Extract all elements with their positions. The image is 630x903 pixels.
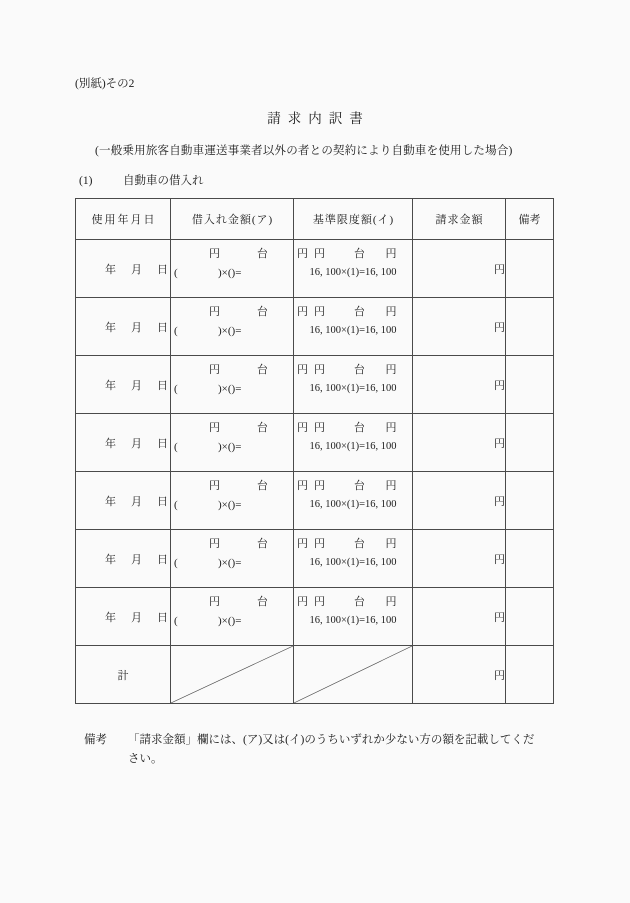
date-year-label: 年 (105, 263, 118, 276)
table-row[interactable] (76, 240, 554, 298)
standard-limit-units (294, 481, 412, 492)
borrowed-amount-units (171, 422, 308, 434)
date-day-label: 日 (157, 379, 170, 392)
table-row[interactable] (76, 414, 554, 472)
footnote (84, 731, 554, 769)
standard-limit-stack (294, 298, 412, 355)
unit-yen-second: 円 (385, 596, 397, 608)
cell-borrowed-amount[interactable] (171, 356, 308, 414)
cell-remarks[interactable] (506, 530, 554, 588)
formula-equals: )= (231, 557, 242, 569)
cell-usage-date[interactable] (76, 530, 171, 588)
unit-yen-second: 円 (385, 306, 397, 318)
unit-yen-second: 円 (385, 480, 397, 492)
formula-open-paren: ( (174, 499, 178, 511)
date-month-label: 月 (131, 611, 144, 624)
borrowed-amount-units (171, 538, 308, 550)
table-row[interactable] (76, 588, 554, 646)
unit-yen-first: 円 (209, 364, 220, 376)
standard-limit-units (294, 307, 412, 318)
unit-yen-first: 円 (314, 364, 325, 376)
cell-standard-limit (294, 298, 413, 356)
standard-limit-formula: 16, 100×(1)=16, 100 (309, 615, 397, 626)
unit-yen-first: 円 (209, 480, 220, 492)
date-day-label: 日 (157, 611, 170, 624)
total-label: 計 (76, 646, 171, 704)
borrowed-amount-formula (171, 616, 293, 627)
date-month-label: 月 (131, 379, 144, 392)
cell-remarks[interactable] (506, 356, 554, 414)
standard-limit-units (294, 249, 412, 260)
unit-yen-first: 円 (314, 538, 325, 550)
date-year-label: 年 (105, 379, 118, 392)
cell-borrowed-amount[interactable] (171, 472, 308, 530)
date-day-label: 日 (157, 495, 170, 508)
vehicle-rental-claim-table (75, 198, 554, 704)
table-total-row (76, 646, 554, 704)
standard-limit-stack (294, 240, 412, 297)
unit-yen-first: 円 (314, 306, 325, 318)
date-month-label: 月 (131, 495, 144, 508)
cell-remarks[interactable] (506, 472, 554, 530)
table-row[interactable] (76, 530, 554, 588)
cell-claim-amount[interactable]: 円 (413, 588, 506, 646)
borrowed-amount-formula (171, 500, 293, 511)
borrowed-amount-units (171, 248, 308, 260)
unit-vehicle-count: 台 (257, 538, 268, 550)
formula-equals: )= (231, 325, 242, 337)
borrowed-amount-units (171, 596, 308, 608)
unit-yen-second: 円 (297, 480, 308, 492)
unit-yen-second: 円 (385, 248, 397, 260)
borrowed-amount-formula (171, 384, 293, 395)
unit-vehicle-count: 台 (354, 596, 365, 608)
date-year-label: 年 (105, 437, 118, 450)
cell-borrowed-amount[interactable] (171, 588, 308, 646)
cell-borrowed-amount[interactable] (171, 240, 308, 298)
page-title: 請求内訳書 (267, 111, 370, 126)
table-body (76, 240, 554, 704)
cell-borrowed-amount[interactable] (171, 298, 308, 356)
date-month-label: 月 (131, 437, 144, 450)
formula-open-paren: ( (174, 383, 178, 395)
date-day-label: 日 (157, 321, 170, 334)
section-heading (79, 176, 204, 188)
borrowed-amount-stack (171, 298, 308, 355)
cell-claim-amount[interactable]: 円 (413, 240, 506, 298)
unit-vehicle-count: 台 (354, 306, 365, 318)
date-day-label: 日 (157, 553, 170, 566)
total-borrowed-amount-struck (171, 646, 294, 704)
standard-limit-stack (294, 414, 412, 471)
cell-remarks[interactable] (506, 414, 554, 472)
formula-equals: )= (231, 615, 242, 627)
unit-yen-first: 円 (209, 596, 220, 608)
standard-limit-units (294, 597, 412, 608)
borrowed-amount-stack (171, 356, 308, 413)
unit-yen-first: 円 (314, 248, 325, 260)
standard-limit-formula: 16, 100×(1)=16, 100 (309, 325, 397, 336)
formula-equals: )= (231, 441, 242, 453)
standard-limit-formula: 16, 100×(1)=16, 100 (309, 557, 397, 568)
unit-yen-first: 円 (209, 538, 220, 550)
unit-vehicle-count: 台 (257, 596, 268, 608)
cell-remarks[interactable] (506, 588, 554, 646)
date-month-label: 月 (131, 553, 144, 566)
borrowed-amount-formula (171, 268, 293, 279)
unit-yen-first: 円 (314, 480, 325, 492)
date-month-label: 月 (131, 263, 144, 276)
cell-borrowed-amount[interactable] (171, 414, 308, 472)
document-subtitle: (一般乗用旅客自動車運送事業者以外の者との契約により自動車を使用した場合) (95, 145, 513, 157)
standard-limit-formula: 16, 100×(1)=16, 100 (309, 499, 397, 510)
cell-remarks[interactable] (506, 298, 554, 356)
unit-yen-first: 円 (314, 596, 325, 608)
formula-multiply: )×( (218, 267, 232, 279)
formula-open-paren: ( (174, 325, 178, 337)
unit-yen-second: 円 (297, 422, 308, 434)
standard-limit-stack (294, 530, 412, 587)
total-claim-amount[interactable]: 円 (413, 646, 506, 704)
footnote-label: 備考 (84, 734, 107, 746)
table-row[interactable] (76, 356, 554, 414)
unit-yen-second: 円 (385, 422, 397, 434)
column-header-borrowed-amount: 借入れ金額(ア) (171, 199, 294, 240)
unit-vehicle-count: 台 (354, 538, 365, 550)
unit-vehicle-count: 台 (257, 248, 268, 260)
date-year-label: 年 (105, 611, 118, 624)
footnote-line-2: さい。 (128, 753, 163, 765)
formula-open-paren: ( (174, 441, 178, 453)
unit-yen-second: 円 (385, 364, 397, 376)
borrowed-amount-stack (171, 414, 308, 471)
standard-limit-stack (294, 588, 412, 645)
cell-claim-amount[interactable]: 円 (413, 414, 506, 472)
cell-usage-date[interactable] (76, 240, 171, 298)
formula-multiply: )×( (218, 499, 232, 511)
date-day-label: 日 (157, 437, 170, 450)
formula-multiply: )×( (218, 383, 232, 395)
unit-vehicle-count: 台 (257, 364, 268, 376)
column-header-claim-amount: 請求金額 (413, 199, 506, 240)
borrowed-amount-formula (171, 558, 293, 569)
footnote-line-1: 「請求金額」欄には、(ア)又は(イ)のうちいずれか少ない方の額を記載してくだ (128, 734, 535, 746)
borrowed-amount-stack (171, 472, 308, 529)
formula-open-paren: ( (174, 267, 178, 279)
standard-limit-units (294, 365, 412, 376)
table-header-row (76, 199, 554, 240)
unit-yen-second: 円 (297, 596, 308, 608)
date-year-label: 年 (105, 321, 118, 334)
unit-vehicle-count: 台 (257, 480, 268, 492)
total-standard-limit-struck (294, 646, 413, 704)
unit-yen-first: 円 (209, 422, 220, 434)
standard-limit-formula: 16, 100×(1)=16, 100 (309, 383, 397, 394)
unit-yen-second: 円 (385, 538, 397, 550)
cell-remarks[interactable] (506, 240, 554, 298)
borrowed-amount-units (171, 480, 308, 492)
table-row[interactable] (76, 298, 554, 356)
cell-claim-amount[interactable]: 円 (413, 298, 506, 356)
cell-standard-limit (294, 472, 413, 530)
standard-limit-units (294, 423, 412, 434)
date-year-label: 年 (105, 495, 118, 508)
borrowed-amount-stack (171, 240, 308, 297)
formula-equals: )= (231, 267, 242, 279)
formula-equals: )= (231, 499, 242, 511)
cell-standard-limit (294, 240, 413, 298)
total-remarks[interactable] (506, 646, 554, 704)
formula-multiply: )×( (218, 325, 232, 337)
formula-equals: )= (231, 383, 242, 395)
formula-open-paren: ( (174, 615, 178, 627)
unit-vehicle-count: 台 (354, 480, 365, 492)
cell-claim-amount[interactable]: 円 (413, 530, 506, 588)
formula-multiply: )×( (218, 557, 232, 569)
unit-vehicle-count: 台 (354, 364, 365, 376)
formula-multiply: )×( (218, 615, 232, 627)
standard-limit-stack (294, 356, 412, 413)
cell-usage-date[interactable] (76, 472, 171, 530)
unit-yen-second: 円 (297, 538, 308, 550)
formula-open-paren: ( (174, 557, 178, 569)
column-header-standard-limit: 基準限度額(イ) (294, 199, 413, 240)
unit-yen-second: 円 (297, 306, 308, 318)
cell-usage-date[interactable] (76, 298, 171, 356)
unit-yen-first: 円 (209, 248, 220, 260)
cell-standard-limit (294, 356, 413, 414)
cell-usage-date[interactable] (76, 588, 171, 646)
unit-yen-second: 円 (297, 364, 308, 376)
date-month-label: 月 (131, 321, 144, 334)
standard-limit-formula: 16, 100×(1)=16, 100 (309, 267, 397, 278)
date-day-label: 日 (157, 263, 170, 276)
cell-claim-amount[interactable]: 円 (413, 356, 506, 414)
document-reference: (別紙)その2 (75, 78, 135, 90)
column-header-date: 使用年月日 (76, 199, 171, 240)
cell-standard-limit (294, 414, 413, 472)
cell-claim-amount[interactable]: 円 (413, 472, 506, 530)
unit-yen-first: 円 (314, 422, 325, 434)
borrowed-amount-formula (171, 442, 293, 453)
cell-standard-limit (294, 530, 413, 588)
date-year-label: 年 (105, 553, 118, 566)
section-title: 自動車の借入れ (123, 175, 204, 187)
unit-vehicle-count: 台 (257, 306, 268, 318)
cell-usage-date[interactable] (76, 414, 171, 472)
cell-borrowed-amount[interactable] (171, 530, 308, 588)
standard-limit-formula: 16, 100×(1)=16, 100 (309, 441, 397, 452)
formula-multiply: )×( (218, 441, 232, 453)
borrowed-amount-stack (171, 530, 308, 587)
column-header-remarks: 備考 (506, 199, 554, 240)
section-number: (1) (79, 175, 93, 187)
unit-vehicle-count: 台 (354, 248, 365, 260)
standard-limit-units (294, 539, 412, 550)
borrowed-amount-units (171, 364, 308, 376)
cell-usage-date[interactable] (76, 356, 171, 414)
borrowed-amount-formula (171, 326, 293, 337)
unit-yen-second: 円 (297, 248, 308, 260)
standard-limit-stack (294, 472, 412, 529)
cell-standard-limit (294, 588, 413, 646)
borrowed-amount-units (171, 306, 308, 318)
unit-vehicle-count: 台 (257, 422, 268, 434)
unit-yen-first: 円 (209, 306, 220, 318)
borrowed-amount-stack (171, 588, 308, 645)
unit-vehicle-count: 台 (354, 422, 365, 434)
table-row[interactable] (76, 472, 554, 530)
